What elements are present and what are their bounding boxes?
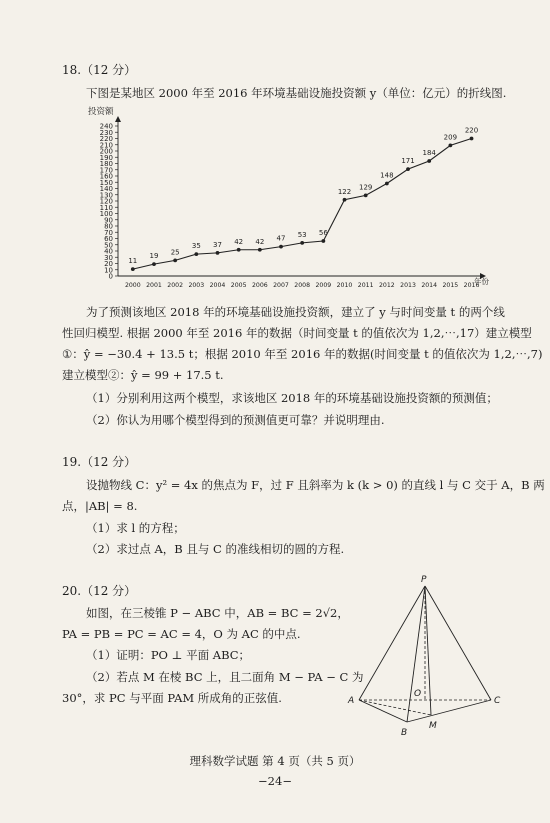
y-tick-label: 50	[104, 241, 113, 250]
chart-series	[128, 127, 478, 272]
q18-sub2: （2）你认为用哪个模型得到的预测值更可靠？并说明理由.	[86, 413, 385, 427]
x-tick-label: 2015	[442, 282, 459, 289]
q20-sub2b: 30°，求 PC 与平面 PAM 所成角的正弦值.	[62, 691, 282, 705]
y-tick-label: 80	[104, 222, 113, 231]
segment-am-hidden	[359, 700, 431, 715]
y-tick-label: 10	[104, 266, 113, 275]
q19-sub2: （2）求过点 A，B 且与 C 的准线相切的圆的方程.	[86, 542, 345, 556]
q20-sub1: （1）证明：PO ⊥ 平面 ABC；	[86, 648, 251, 662]
q18-para4: 建立模型②：ŷ = 99 + 17.5 t.	[62, 368, 224, 382]
y-tick-label: 170	[99, 166, 113, 175]
y-tick-label: 210	[99, 141, 113, 150]
data-point	[427, 159, 431, 163]
x-tick-label: 2005	[230, 282, 247, 289]
y-tick-label: 20	[104, 260, 113, 268]
data-point	[470, 137, 474, 141]
y-tick-label: 130	[99, 191, 113, 200]
data-label: 35	[191, 242, 201, 251]
data-point	[194, 252, 198, 256]
q20-header: 20.（12 分）	[62, 584, 137, 598]
y-tick-label: 110	[99, 203, 113, 212]
y-tick-label: 70	[104, 228, 113, 237]
q18-sub1: （1）分别利用这两个模型，求该地区 2018 年的环境基础设施投资额的预测值；	[86, 391, 498, 405]
x-tick-label: 2008	[294, 282, 311, 289]
y-axis-arrow	[115, 116, 121, 122]
x-tick-label: 2009	[315, 282, 332, 289]
edge-pb	[407, 586, 425, 722]
data-label: 122	[337, 187, 352, 196]
data-point	[406, 167, 410, 171]
y-tick-label: 0	[108, 272, 113, 281]
data-point	[448, 143, 452, 147]
q18-para1: 为了预测该地区 2018 年的环境基础设施投资额，建立了 y 与时间变量 t 的两个线	[86, 305, 505, 319]
data-point	[258, 248, 262, 252]
y-tick-label: 180	[99, 160, 113, 168]
label-p: P	[421, 575, 427, 585]
x-tick-label: 2016	[463, 282, 480, 289]
chart-y-ticks	[100, 123, 118, 281]
pyramid-figure	[345, 572, 505, 742]
edge-pa	[359, 586, 425, 700]
label-a: A	[348, 696, 355, 706]
x-tick-label: 2007	[273, 282, 289, 289]
y-tick-label: 240	[99, 122, 113, 131]
data-label: 42	[255, 237, 265, 246]
data-label: 37	[213, 240, 222, 249]
footer-page-info: 理科数学试题 第 4 页（共 5 页）	[189, 754, 361, 768]
y-tick-label: 140	[99, 185, 113, 193]
data-label: 171	[401, 157, 415, 166]
q19-header: 19.（12 分）	[62, 455, 137, 469]
x-tick-label: 2013	[400, 282, 416, 289]
x-tick-label: 2003	[188, 282, 205, 289]
data-point	[300, 241, 304, 245]
x-tick-label: 2004	[209, 282, 226, 289]
x-tick-label: 2010	[336, 282, 353, 289]
q19-line2: 点，|AB| = 8.	[62, 499, 138, 513]
y-tick-label: 120	[99, 197, 113, 206]
y-tick-label: 220	[99, 135, 113, 143]
q18-para3: ①：ŷ = −30.4 + 13.5 t；根据 2010 年至 2016 年的数据(时间变量 t 的值依次为 1,2,⋯,7)	[62, 347, 543, 361]
q18-intro: 下图是某地区 2000 年至 2016 年环境基础设施投资额 y（单位：亿元）的折线图.	[86, 86, 507, 100]
data-label: 42	[234, 237, 244, 246]
label-c: C	[494, 696, 501, 706]
label-b: B	[401, 728, 408, 738]
q18-header: 18.（12 分）	[62, 63, 137, 77]
q19-line1: 设抛物线 C：y² = 4x 的焦点为 F，过 F 且斜率为 k (k > 0) 的直线 l 与 C 交于 A，B 两	[86, 478, 545, 492]
data-label: 47	[276, 234, 286, 243]
y-tick-label: 30	[104, 253, 113, 262]
data-label: 53	[297, 230, 307, 239]
data-label: 220	[464, 126, 479, 135]
edge-bc	[407, 700, 491, 722]
y-tick-label: 90	[104, 216, 113, 225]
data-label: 11	[128, 257, 138, 266]
data-point	[364, 193, 368, 197]
investment-line-chart	[82, 104, 502, 294]
label-o: O	[414, 689, 422, 699]
data-point	[343, 198, 347, 202]
data-point	[131, 267, 135, 271]
data-point	[173, 258, 177, 262]
x-tick-label: 2012	[378, 282, 395, 289]
q20-sub2a: （2）若点 M 在棱 BC 上，且二面角 M − PA − C 为	[86, 670, 364, 684]
data-point	[216, 251, 220, 255]
chart-x-axis-label: 年份	[474, 277, 489, 286]
y-tick-label: 230	[99, 128, 113, 137]
q19-sub1: （1）求 l 的方程；	[86, 521, 185, 535]
q20-line1: 如图，在三棱锥 P − ABC 中，AB = BC = 2√2，	[86, 606, 349, 620]
x-tick-label: 2011	[357, 282, 374, 289]
data-point	[152, 262, 156, 266]
data-point	[321, 239, 325, 243]
data-label: 129	[358, 183, 373, 192]
data-label: 148	[380, 171, 394, 180]
chart-x-ticks	[125, 282, 480, 289]
footer-page-number: −24−	[258, 774, 292, 788]
data-point	[237, 248, 241, 252]
y-tick-label: 190	[99, 153, 113, 162]
data-label: 209	[443, 133, 458, 142]
data-label: 184	[422, 149, 436, 157]
y-tick-label: 150	[99, 178, 113, 187]
y-tick-label: 200	[99, 147, 113, 156]
data-point	[279, 245, 283, 249]
q18-para2: 性回归模型. 根据 2000 年至 2016 年的数据（时间变量 t 的值依次为 1,2,⋯,17）建立模型	[62, 326, 532, 340]
data-label: 25	[170, 248, 180, 257]
x-tick-label: 2014	[421, 282, 438, 289]
x-tick-label: 2006	[251, 282, 268, 289]
label-m: M	[429, 721, 437, 731]
y-tick-label: 40	[104, 247, 113, 256]
data-label: 56	[318, 229, 328, 237]
series-line	[133, 139, 472, 270]
y-tick-label: 160	[99, 172, 113, 181]
y-tick-label: 60	[104, 235, 113, 243]
edge-ab	[359, 700, 407, 722]
x-tick-label: 2002	[167, 282, 184, 289]
x-tick-label: 2001	[146, 282, 162, 289]
y-tick-label: 100	[99, 210, 113, 218]
data-point	[385, 182, 389, 186]
edge-pc	[425, 586, 491, 700]
x-tick-label: 2000	[124, 282, 141, 289]
chart-y-axis-label: 投资额	[88, 107, 114, 117]
q20-line2: PA = PB = PC = AC = 4，O 为 AC 的中点.	[62, 627, 301, 641]
data-label: 19	[149, 252, 159, 261]
edge-pm	[425, 586, 431, 715]
